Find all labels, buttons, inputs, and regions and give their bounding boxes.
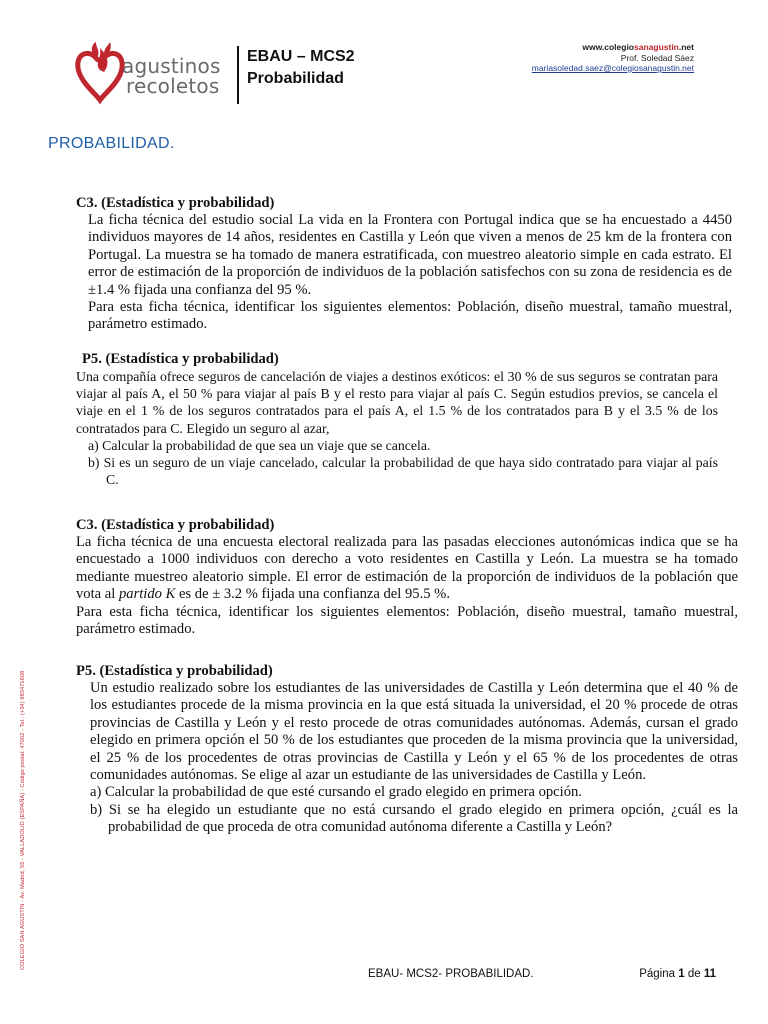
sidebar-address	[22, 640, 30, 970]
page-title: PROBABILIDAD.	[48, 135, 175, 152]
page-current: 1	[678, 968, 685, 980]
header-title	[247, 46, 355, 90]
problem-heading: P5. (Estadística y probabilidad)	[82, 351, 279, 367]
problem-p5-universidades	[76, 662, 738, 837]
problem-heading: C3. (Estadística y probabilidad)	[76, 195, 275, 211]
problem-c3-electoral	[76, 516, 738, 638]
partido-k-italic: partido K	[118, 586, 176, 603]
page-total: 11	[703, 968, 716, 980]
problem-item-a: a) Calcular la probabilidad de que sea un viaje que se cancela.	[88, 437, 431, 453]
professor-name: Prof. Soledad Sáez	[620, 52, 694, 63]
header-title-line-1: EBAU – MCS2	[247, 48, 355, 65]
page-word: Página	[639, 968, 676, 980]
email-link[interactable]: mariasoledad.saez@colegiosanagustin.net	[531, 63, 694, 73]
page-number	[639, 968, 716, 980]
problem-paragraph: Para esta ficha técnica, identificar los siguientes elementos: Población, diseño muestral, tamaño muestral, parámetro estimado.	[76, 603, 738, 638]
paragraph-text: La ficha técnica de una encuesta electoral realizada para las pasadas elecciones autonómicas indica que se ha encuestado a 1000 individuos con derecho a voto residentes en Castilla y León. La muestra se ha tomado mediante muestreo aleatorio simple. El error de estimación de la proporción de individuos de la población que vota al	[76, 534, 738, 603]
heart-flame-icon	[78, 42, 122, 100]
problem-paragraph: Para esta ficha técnica, identificar los siguientes elementos: Población, diseño muestral, tamaño muestral, parámetro estimado.	[88, 299, 732, 333]
problem-heading: C3. (Estadística y probabilidad)	[76, 517, 275, 533]
header-divider	[237, 46, 239, 104]
page-of: de	[687, 968, 701, 980]
footer-title: EBAU- MCS2- PROBABILIDAD.	[368, 968, 534, 980]
site-prefix: www.colegio	[582, 42, 634, 52]
problem-paragraph: Una compañía ofrece seguros de cancelación de viajes a destinos exóticos: el 30 % de sus seguros se contratan para viajar al país A, el 50 % para viajar al país B y el resto para viajar al país C. Según estudios previos, se cancela el viaje en el 1 % de los seguros contratados para el país A, el 1.5 % de los contratados para B y el 3.5 % de los contratados para C. Elegido un seguro al azar,	[76, 369, 718, 436]
problem-heading: P5. (Estadística y probabilidad)	[76, 663, 273, 679]
site-suffix: .net	[678, 42, 694, 52]
logo-line-1: agustinos	[122, 54, 221, 78]
problem-paragraph	[76, 534, 738, 604]
problem-items	[76, 437, 718, 489]
problem-items	[76, 784, 738, 836]
header-title-line-2: Probabilidad	[247, 70, 344, 87]
website-link[interactable]	[532, 42, 694, 53]
logo-wordmark	[122, 56, 221, 96]
paragraph-text: es de ± 3.2 % fijada una confianza del 95.5 %.	[175, 586, 450, 603]
problem-item-a: a) Calcular la probabilidad de que esté cursando el grado elegido en primera opción.	[90, 784, 582, 801]
problem-paragraph: La ficha técnica del estudio social La vida en la Frontera con Portugal indica que se ha encuestado a 4450 individuos mayores de 14 años, residentes en Castilla y León que viven a menos de 25 km de la frontera con Portugal. La muestra se ha tomado de manera estratificada, con muestreo aleatorio simple en cada estrato. El error de estimación de la proporción de individuos de la población satisfechos con su zona de residencia es de ±1.4 % fijada una confianza del 95 %.	[88, 212, 732, 298]
problem-item-b: b) Si se ha elegido un estudiante que no está cursando el grado elegido en primera opción, ¿cuál es la probabilidad de que proceda de otra comunidad autónoma diferente a Castilla y León?	[90, 801, 738, 836]
logo-line-2: recoletos	[126, 74, 220, 98]
problem-item-b: b) Si es un seguro de un viaje cancelado, calcular la probabilidad de que haya sido contratado para viajar al país C.	[88, 455, 718, 488]
site-highlight: sanagustin	[634, 42, 679, 52]
problem-paragraph: Un estudio realizado sobre los estudiantes de las universidades de Castilla y León determina que el 40 % de los estudiantes procede de la misma provincia en la que está situada la universidad, el 20 % procede de otras provincias de Castilla y León y el resto procede de otras comunidades autónomas. Además, cursan el grado elegido en primera opción el 50 % de los estudiantes que proceden de la misma provincia que la universidad, el 25 % de los procedentes de otras provincias de Castilla y León y el 65 % de los procedentes de otras comunidades autónomas. Se elige al azar un estudiante de las universidades de Castilla y León.	[90, 680, 738, 784]
problem-p5-seguros	[76, 350, 718, 488]
contact-info	[532, 42, 694, 74]
sidebar-address-text: COLEGIO SAN AGUSTÍN - Av. Madrid, 55 - VALLADOLID (ESPAÑA) - Código postal: 47002 - Tel.: (+34) 983471608	[20, 670, 26, 970]
problem-c3-frontera	[76, 194, 732, 334]
